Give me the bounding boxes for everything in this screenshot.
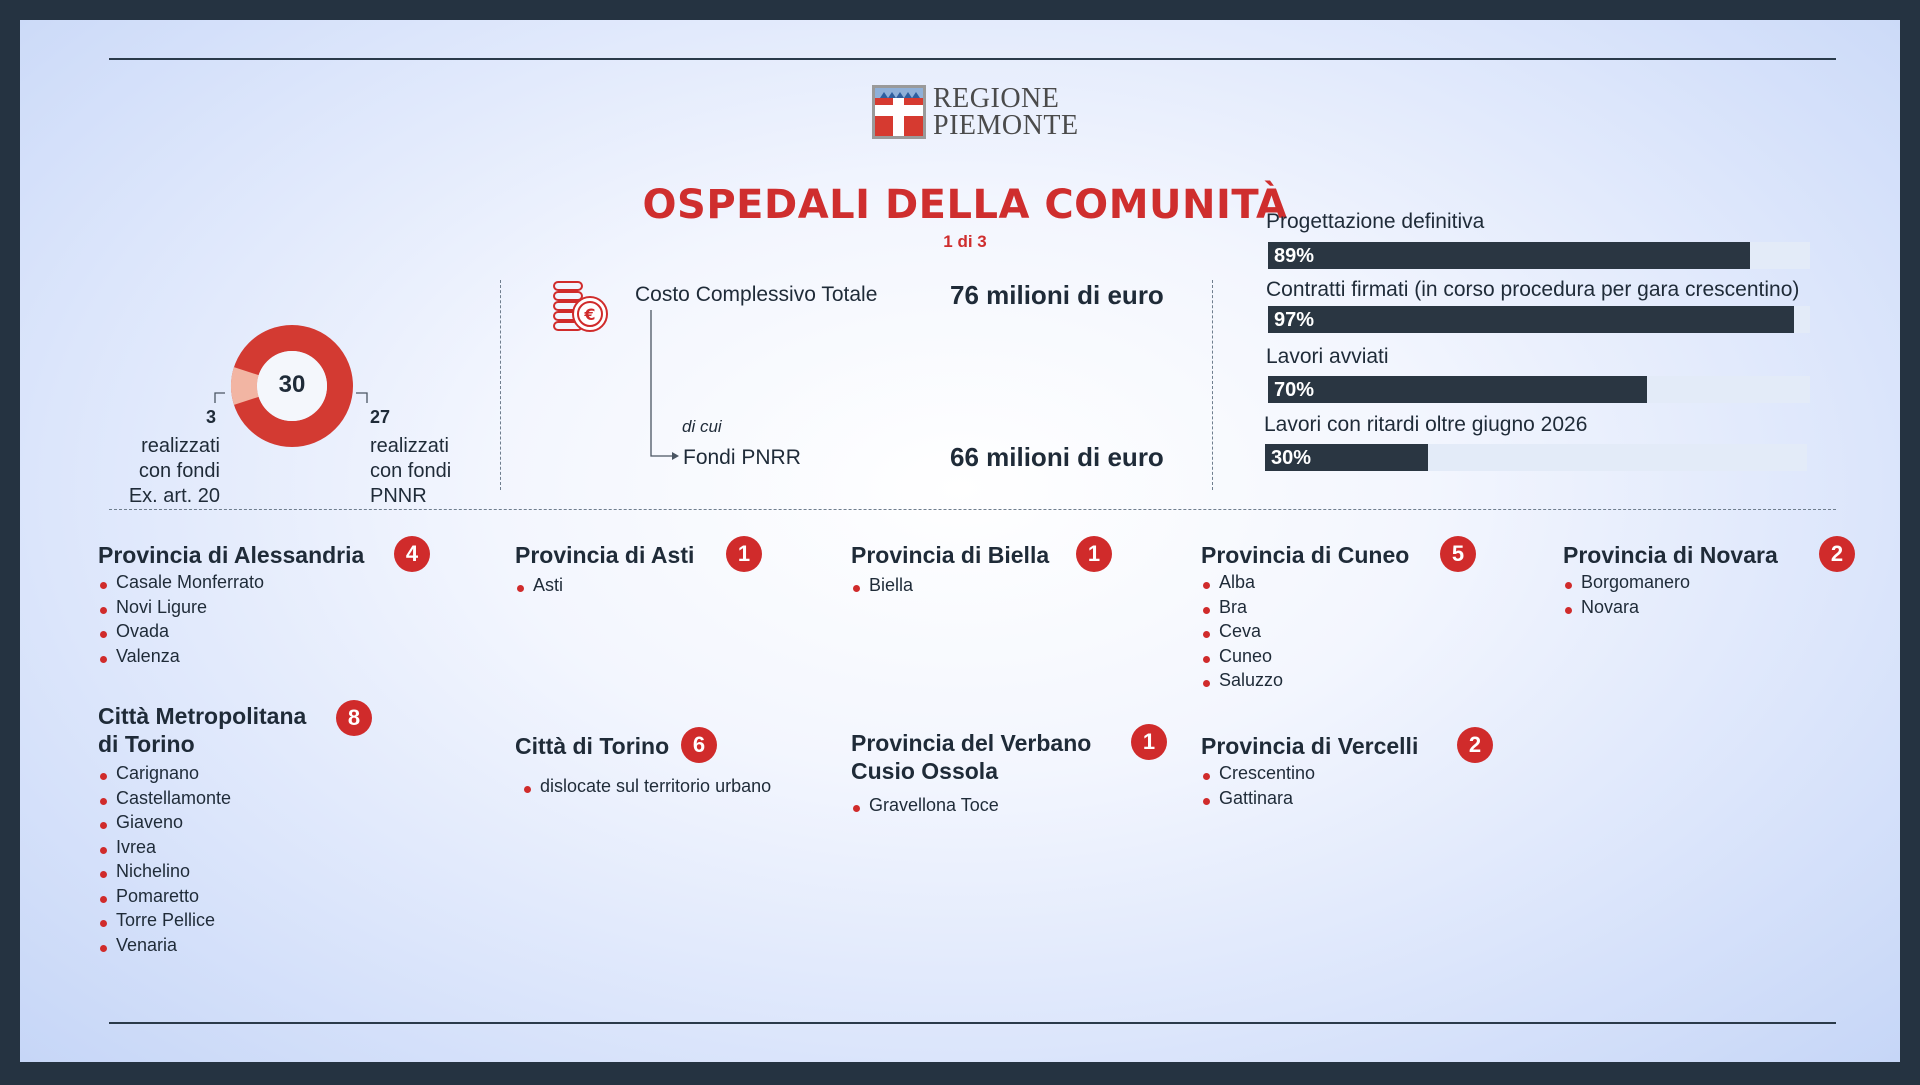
pnrr-label: Fondi PNRR	[683, 446, 801, 469]
logo-text: REGIONE PIEMONTE	[933, 83, 1079, 141]
progress-bar-2	[1268, 306, 1810, 333]
city-list	[1201, 761, 1315, 810]
citta-metropolitana-torino	[98, 702, 361, 955]
progress-bar-1	[1268, 242, 1810, 269]
province-name: Provincia di Alessandria	[98, 542, 365, 568]
progress-fill-2	[1268, 306, 1794, 333]
left-leader-line	[215, 393, 225, 403]
list-item: Ivrea	[98, 835, 231, 860]
regione-piemonte-logo	[872, 85, 926, 139]
list-item: Novi Ligure	[98, 595, 264, 620]
page-title: OSPEDALI DELLA COMUNITÀ	[642, 182, 1288, 228]
count-badge: 8	[336, 700, 372, 736]
list-item: Nichelino	[98, 859, 231, 884]
province-name: Provincia del Verbano Cusio Ossola	[851, 730, 1092, 784]
list-item: Torre Pellice	[98, 908, 231, 933]
progress-label-4: Lavori con ritardi oltre giugno 2026	[1264, 413, 1588, 436]
city-list	[515, 573, 563, 598]
city-list	[851, 573, 913, 598]
city-list	[1201, 570, 1283, 693]
list-item: Biella	[851, 573, 913, 598]
progress-value-3: 70%	[1274, 379, 1315, 401]
list-item: Saluzzo	[1201, 668, 1283, 693]
list-item: Bra	[1201, 595, 1283, 620]
count-badge: 2	[1457, 727, 1493, 763]
province-asti	[515, 541, 751, 595]
list-item: Ovada	[98, 619, 264, 644]
page-counter: 1 di 3	[943, 232, 987, 251]
slide	[20, 20, 1900, 1062]
svg-text:€: €	[584, 305, 596, 324]
list-item: Castellamonte	[98, 786, 231, 811]
province-name: Provincia di Asti	[515, 542, 695, 568]
right-leader-line	[356, 393, 367, 403]
city-list	[1563, 570, 1690, 619]
total-cost-label: Costo Complessivo Totale	[635, 283, 878, 306]
progress-bar-3	[1268, 376, 1810, 403]
right-count: 27	[370, 407, 391, 427]
list-item: Carignano	[98, 761, 231, 786]
section-divider	[109, 509, 1836, 510]
progress-label-3: Lavori avviati	[1266, 345, 1389, 368]
province-biella	[851, 541, 1101, 595]
province-name: Città di Torino	[515, 733, 670, 759]
list-item: Alba	[1201, 570, 1283, 595]
donut-exart20-arc	[244, 371, 246, 401]
separator-1	[500, 280, 501, 490]
city-list	[522, 774, 771, 799]
count-badge: 1	[1076, 536, 1112, 572]
list-item: Novara	[1563, 595, 1690, 620]
list-item: Crescentino	[1201, 761, 1315, 786]
top-divider	[109, 58, 1836, 60]
province-name: Città Metropolitana di Torino	[98, 703, 307, 757]
count-badge: 4	[394, 536, 430, 572]
province-name: Provincia di Biella	[851, 542, 1050, 568]
province-cuneo	[1201, 541, 1465, 690]
progress-value-1: 89%	[1274, 245, 1315, 267]
progress-value-2: 97%	[1274, 309, 1315, 331]
list-item: Casale Monferrato	[98, 570, 264, 595]
list-item: Ceva	[1201, 619, 1283, 644]
city-list	[851, 793, 999, 818]
count-badge: 2	[1819, 536, 1855, 572]
pnrr-value: 66 milioni di euro	[950, 442, 1164, 472]
province-alessandria	[98, 541, 419, 666]
list-item: Pomaretto	[98, 884, 231, 909]
left-count: 3	[206, 407, 217, 427]
count-badge: 6	[681, 727, 717, 763]
list-item: dislocate sul territorio urbano	[522, 774, 771, 799]
province-verbano-cusio-ossola	[851, 729, 1156, 815]
list-item: Giaveno	[98, 810, 231, 835]
province-novara	[1563, 541, 1844, 617]
province-name: Provincia di Novara	[1563, 542, 1778, 568]
count-badge: 1	[726, 536, 762, 572]
list-item: Gattinara	[1201, 786, 1315, 811]
coins-euro-icon	[550, 278, 610, 336]
total-cost-value: 76 milioni di euro	[950, 280, 1164, 310]
bottom-divider	[109, 1022, 1836, 1024]
list-item: Gravellona Toce	[851, 793, 999, 818]
province-vercelli	[1201, 732, 1482, 808]
left-label: realizzati con fondi Ex. art. 20	[128, 435, 220, 507]
city-list	[98, 570, 264, 668]
progress-fill-3	[1268, 376, 1647, 403]
count-badge: 1	[1131, 724, 1167, 760]
progress-bar-4	[1265, 444, 1807, 471]
list-item: Venaria	[98, 933, 231, 958]
progress-fill-1	[1268, 242, 1750, 269]
list-item: Cuneo	[1201, 644, 1283, 669]
tree-connector	[650, 310, 680, 480]
separator-2	[1212, 280, 1213, 490]
progress-label-1: Progettazione definitiva	[1266, 210, 1485, 233]
list-item: Valenza	[98, 644, 264, 669]
di-cui-label: di cui	[682, 417, 722, 436]
citta-di-torino	[515, 732, 772, 796]
province-name: Provincia di Cuneo	[1201, 542, 1410, 568]
list-item: Borgomanero	[1563, 570, 1690, 595]
list-item: Asti	[515, 573, 563, 598]
donut-total: 30	[278, 371, 306, 398]
progress-label-2: Contratti firmati (in corso procedura per gara crescentino)	[1266, 278, 1800, 301]
count-badge: 5	[1440, 536, 1476, 572]
province-name: Provincia di Vercelli	[1201, 733, 1419, 759]
city-list	[98, 761, 231, 957]
right-label: realizzati con fondi PNNR	[370, 435, 452, 507]
progress-value-4: 30%	[1271, 447, 1312, 469]
